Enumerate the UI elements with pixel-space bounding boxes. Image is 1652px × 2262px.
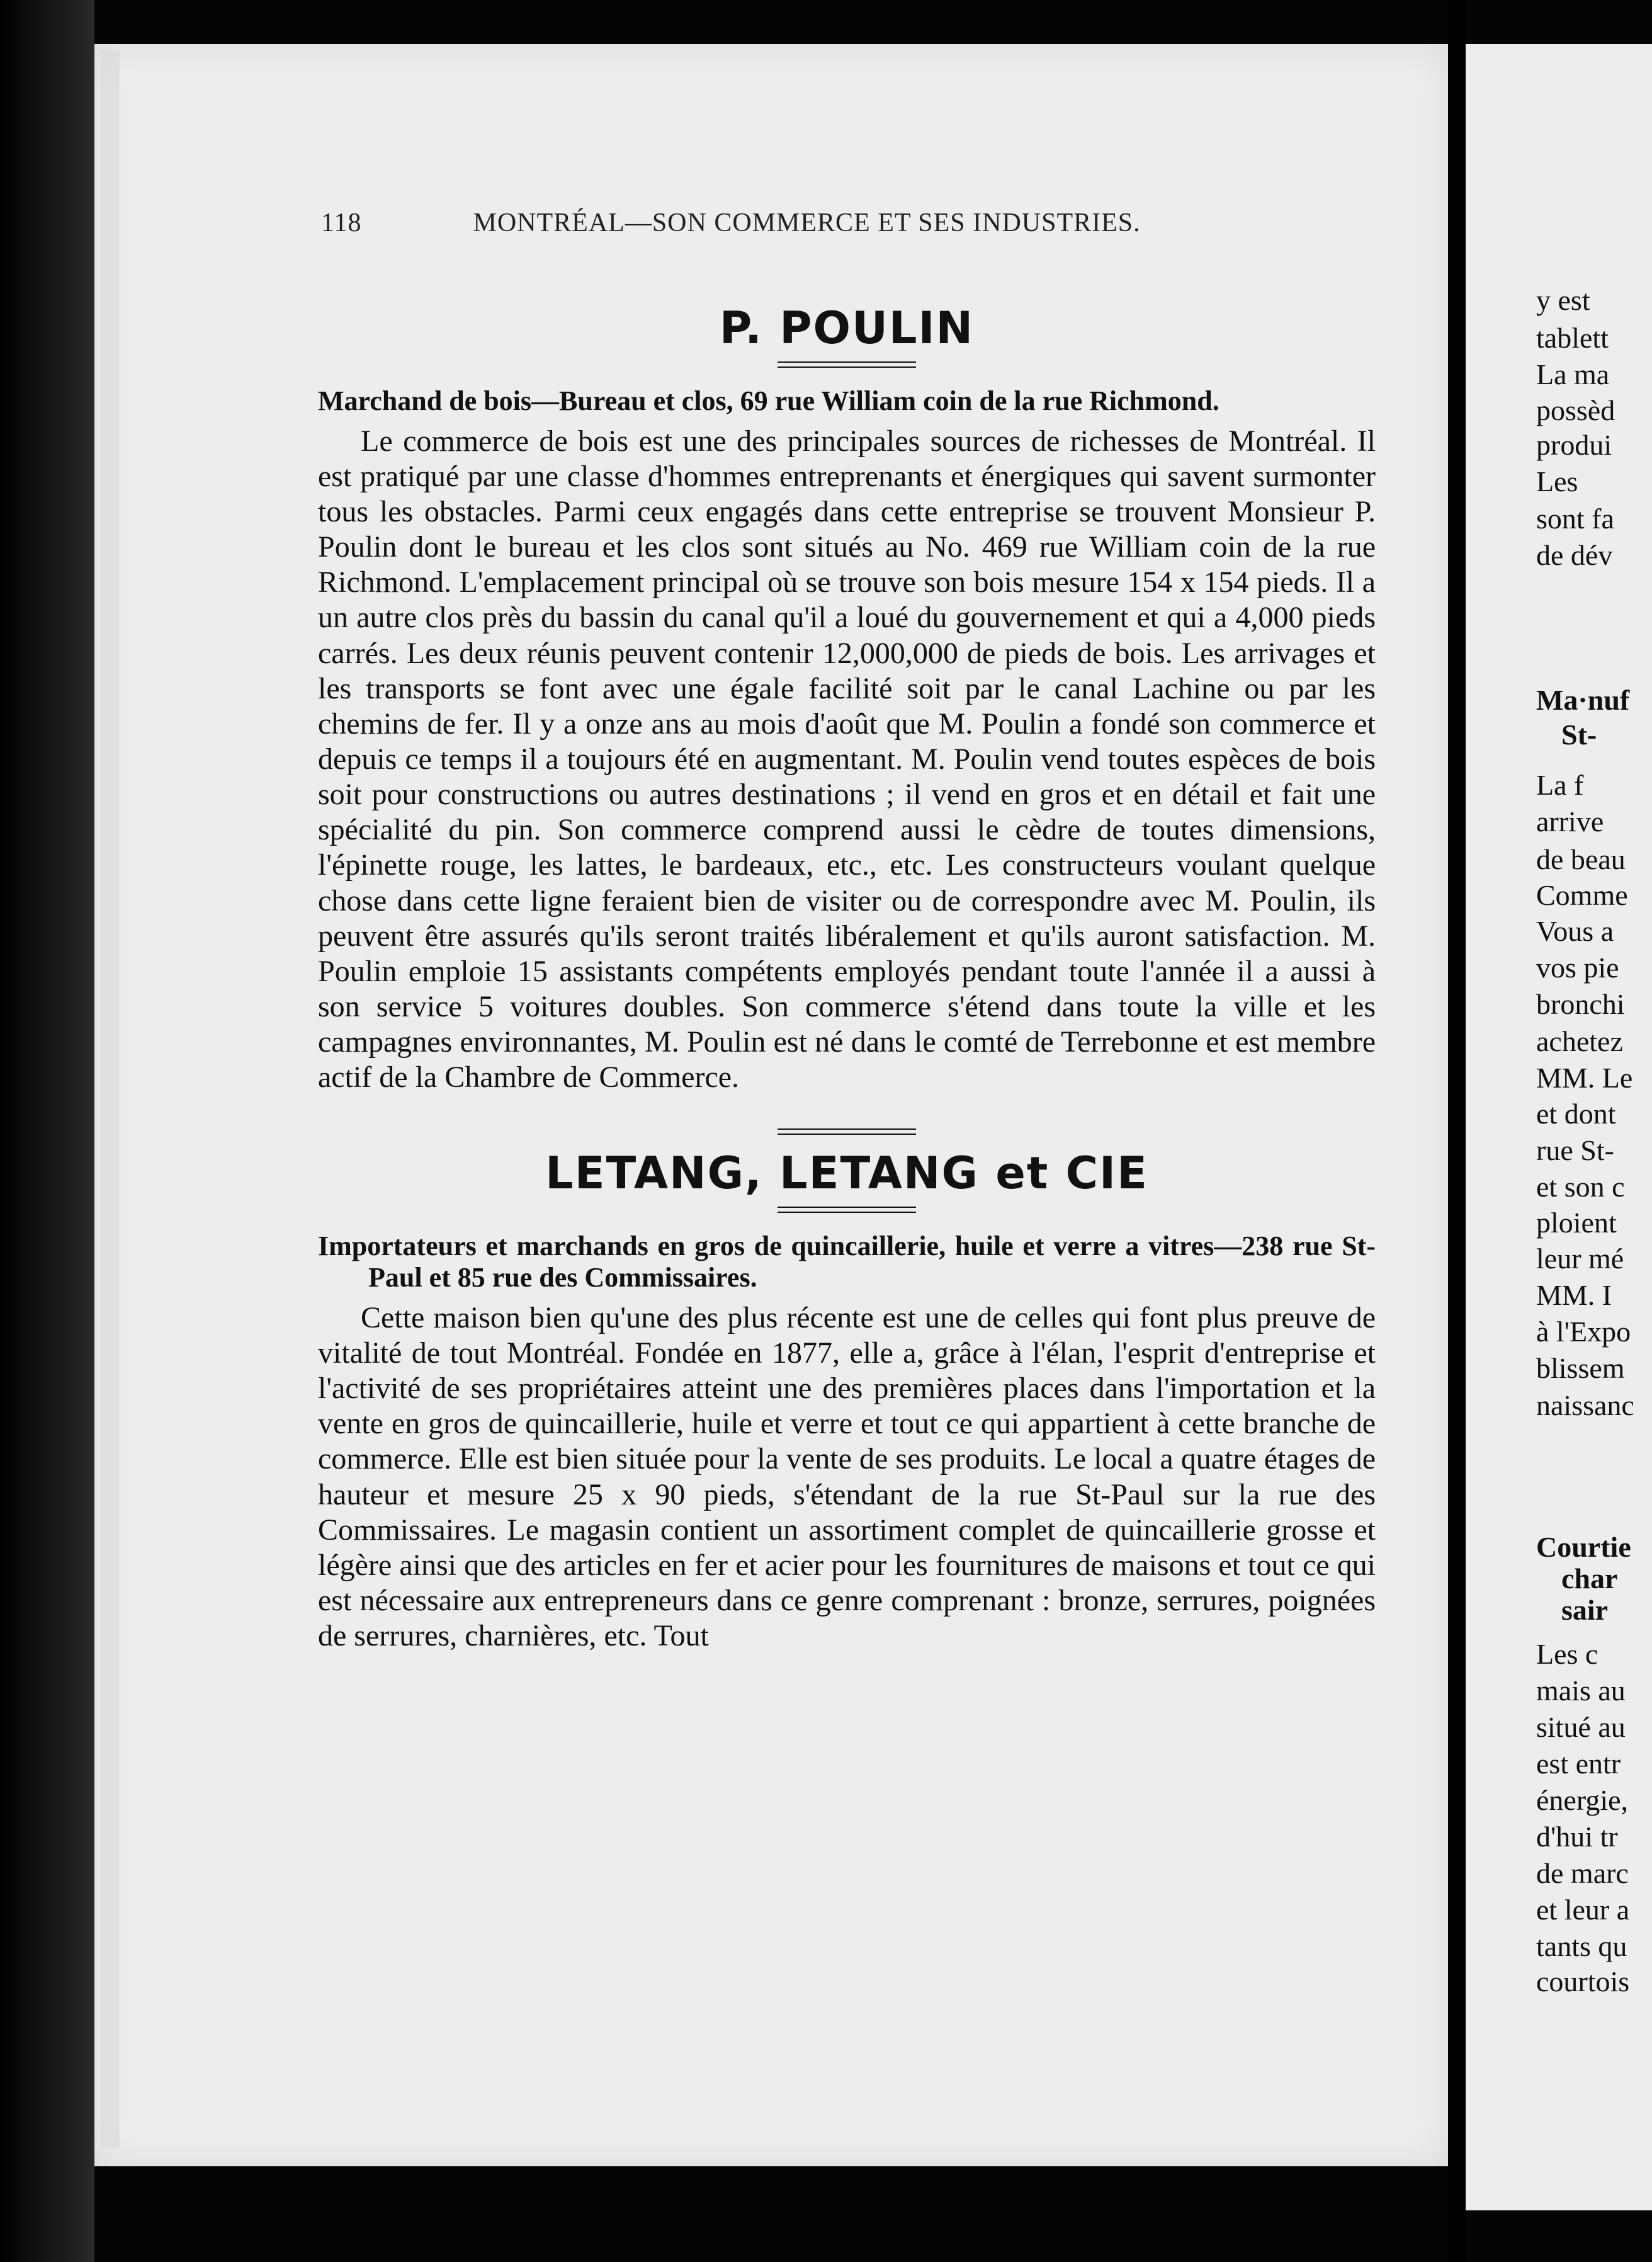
adjacent-page-line: et dont [1536, 1098, 1616, 1130]
adjacent-page-line: mais au [1536, 1674, 1626, 1707]
adjacent-page-line: Comme [1536, 879, 1628, 911]
page-gutter [1448, 0, 1466, 2262]
adjacent-page-line: de dév [1536, 539, 1613, 571]
adjacent-page-line: leur mé [1536, 1242, 1624, 1275]
adjacent-page-line: MM. I [1536, 1279, 1612, 1311]
section-title: LETANG, LETANG et CIE [545, 1147, 1148, 1199]
adjacent-page-line: arrive [1536, 805, 1604, 838]
adjacent-page-line: Les c [1536, 1638, 1598, 1670]
section-body: Cette maison bien qu'une des plus récente est une de celles qui font plus preuve de vitalité de tout Montréal. Fondée en 1877, elle a, grâce à l'élan, l'esprit d'entreprise et l'activité de ses propriétaires atteint une des premières places dans l'importation et la vente en gros de quincaillerie, huile et verre et tout ce qui appartient à cette branche de commerce. Elle est bien située pour la vente de ses produits. Le local a quatre étages de hauteur et mesure 25 x 90 pieds, s'étendant de la rue St-Paul sur la rue des Commissaires. Le magasin contient un assortiment complet de quincaillerie grosse et légère ainsi que des articles en fer et acier pour les fournitures de maisons et tout ce qui est nécessaire aux entrepreneurs dans ce genre comprenant : bronze, serrures, poignées de serrures, charnières, etc. Tout [318, 1300, 1376, 1653]
title-rule [778, 361, 916, 368]
adjacent-page-line: de beau [1536, 843, 1626, 875]
adjacent-page-line: possèd [1536, 394, 1615, 426]
adjacent-page-line: blissem [1536, 1352, 1625, 1384]
article-column [318, 302, 1376, 1654]
section-subtitle: Marchand de bois—Bureau et clos, 69 rue William coin de la rue Richmond. [318, 385, 1219, 416]
section-letang [318, 1128, 1376, 1654]
adjacent-page-line: MM. Le [1536, 1062, 1633, 1094]
adjacent-page-line: de marc [1536, 1857, 1629, 1889]
adjacent-page-line: à l'Expo [1536, 1316, 1631, 1348]
section-title: P. POULIN [719, 302, 975, 354]
adjacent-page-line: tants qu [1536, 1930, 1627, 1962]
book-binding [0, 0, 94, 2262]
adjacent-page-line: et leur a [1536, 1894, 1630, 1926]
running-head-title: MONTRÉAL—SON COMMERCE ET SES INDUSTRIES. [473, 208, 1141, 237]
page-number: 118 [321, 208, 362, 237]
adjacent-page-line: courtois [1536, 1965, 1630, 1998]
adjacent-page-line: tablett [1536, 322, 1609, 354]
adjacent-page-line: d'hui tr [1536, 1821, 1618, 1853]
adjacent-page-line: et son c [1536, 1171, 1625, 1203]
section-subtitle: Importateurs et marchands en gros de quincaillerie, huile et verre a vitres—238 rue St-Paul et 85 rue des Commissaires. [318, 1230, 1376, 1293]
adjacent-page-line: énergie, [1536, 1784, 1629, 1816]
adjacent-page-line: La f [1536, 769, 1584, 801]
adjacent-page-line: est entr [1536, 1748, 1621, 1780]
running-header [321, 208, 1202, 238]
adjacent-page-line: Courtie [1536, 1531, 1631, 1563]
adjacent-page-line: produi [1536, 429, 1612, 461]
section-body: Le commerce de bois est une des principales sources de richesses de Montréal. Il est pratiqué par une classe d'hommes entreprenants et énergiques qui savent surmonter tous les obstacles. Parmi ceux engagés dans cette entreprise se trouvent Monsieur P. Poulin dont le bureau et les clos sont situés au No. 469 rue William coin de la rue Richmond. L'emplacement principal où se trouve son bois mesure 154 x 154 pieds. Il a un autre clos près du bassin du canal qu'il a loué du gouvernement et qui a 4,000 pieds carrés. Les deux réunis peuvent contenir 12,000,000 de pieds de bois. Les arrivages et les transports se font avec une égale facilité soit par le canal Lachine ou par les chemins de fer. Il y a onze ans au mois d'août que M. Poulin a fondé son commerce et depuis ce temps il a toujours été en augmentant. M. Poulin vend toutes espèces de bois soit pour constructions ou autres destinations ; il vend en gros et en détail et fait une spécialité du pin. Son commerce comprend aussi le cèdre de toutes dimensions, l'épinette rouge, les lattes, le bardeaux, etc., etc. Les constructeurs voulant quelque chose dans cette ligne feraient bien de visiter ou de correspondre avec M. Poulin, ils peuvent être assurés qu'ils seront traités libéralement et qu'ils auront satisfaction. M. Poulin emploie 15 assistants compétents employés pendant toute l'année il a aussi à son service 5 voitures doubles. Son commerce s'étend dans toute la ville et les campagnes environnantes, M. Poulin est né dans le comté de Terrebonne et est membre actif de la Chambre de Commerce. [318, 424, 1376, 1094]
adjacent-page-line: sair [1561, 1594, 1609, 1626]
page-edge-shadow [101, 50, 120, 2147]
adjacent-page-line: rue St- [1536, 1134, 1614, 1166]
adjacent-page-line: bronchi [1536, 988, 1625, 1020]
adjacent-page-line: Ma·nuf [1536, 684, 1630, 716]
adjacent-page-line: sont fa [1536, 503, 1614, 535]
adjacent-page-line: achetez [1536, 1025, 1623, 1057]
adjacent-page-line: St- [1561, 719, 1597, 751]
title-rule [778, 1207, 916, 1213]
adjacent-page-line: char [1561, 1562, 1618, 1594]
section-poulin [318, 302, 1376, 1096]
adjacent-page-line: situé au [1536, 1711, 1626, 1743]
adjacent-page-line: Vous a [1536, 915, 1614, 947]
separator-rule [778, 1128, 916, 1135]
adjacent-page-line: La ma [1536, 358, 1610, 390]
adjacent-page-line: vos pie [1536, 952, 1619, 984]
adjacent-page-line: ploient [1536, 1207, 1617, 1239]
adjacent-page-line: naissanc [1536, 1389, 1634, 1421]
adjacent-page-line: y est [1536, 284, 1590, 316]
adjacent-page-line: Les [1536, 465, 1578, 497]
